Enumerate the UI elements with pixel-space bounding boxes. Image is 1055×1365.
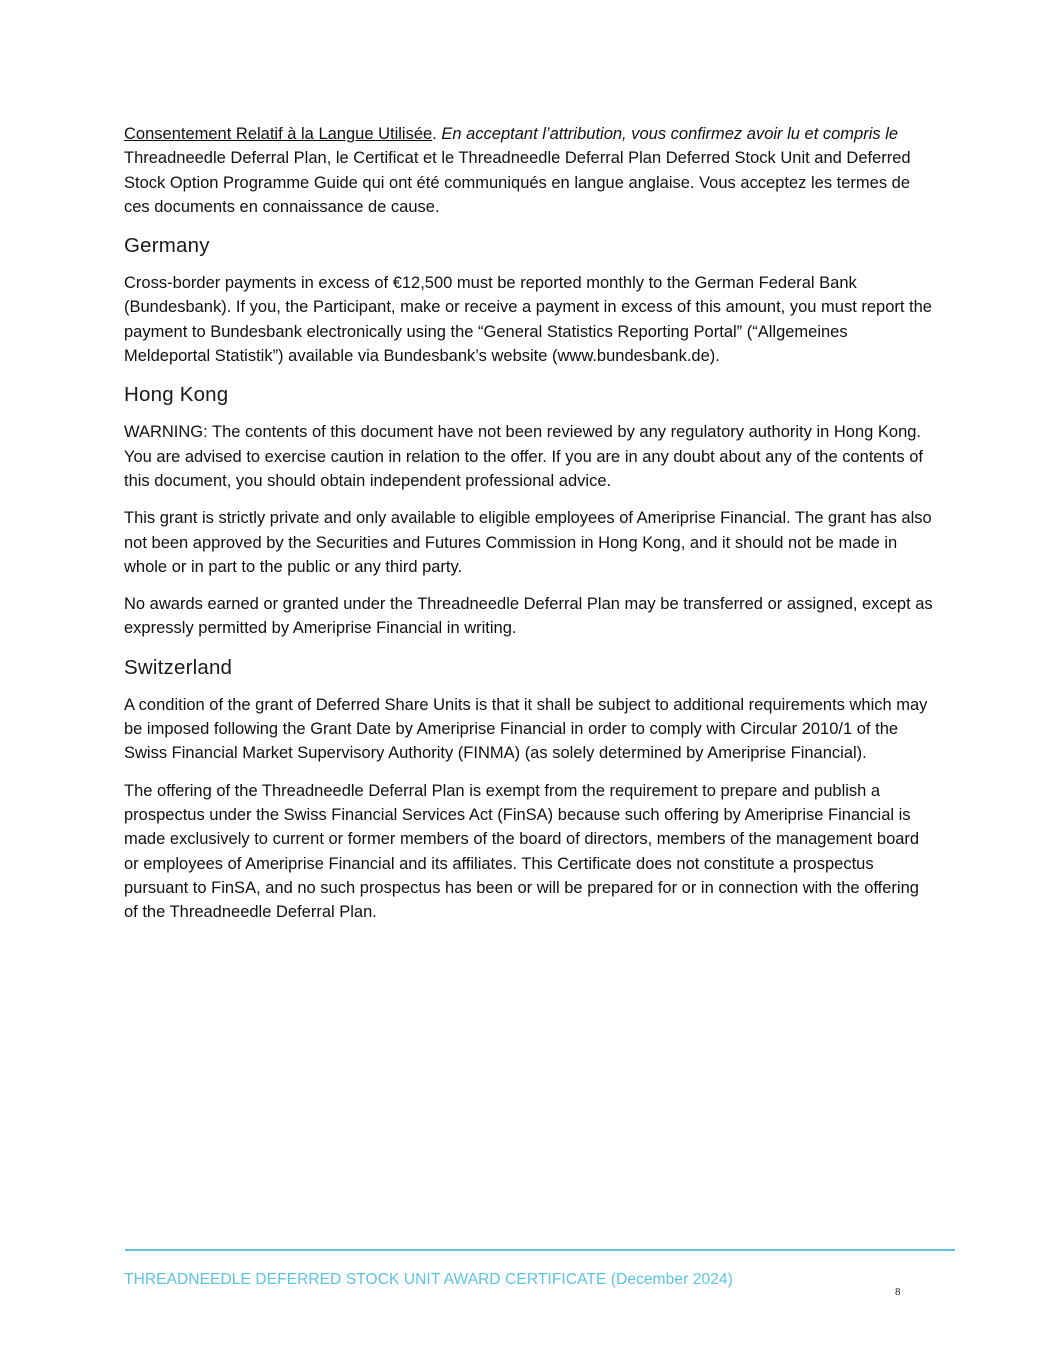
consent-body-text: Threadneedle Deferral Plan, le Certificat et le Threadneedle Deferral Plan Deferred Stock Unit and Deferred Stock Option Programme Guide qui ont été communiqués en langue anglaise. Vous acceptez les termes de ces documents en connaissance de cause. <box>124 149 911 216</box>
hong-kong-warning-paragraph: WARNING: The contents of this document have not been reviewed by any regulatory authority in Hong Kong. You are advised to exercise caution in relation to the offer. If you are in any doubt about any of the contents of this document, you should obtain independent professional advice. <box>124 423 923 490</box>
section-heading-germany: Germany <box>124 234 210 258</box>
footer-divider <box>125 1249 955 1251</box>
document-body <box>124 122 934 937</box>
germany-paragraph: Cross-border payments in excess of €12,500 must be reported monthly to the German Federal Bank (Bundesbank). If you, the Participant, make or receive a payment in excess of this amount, you must report the payment to Bundesbank electronically using the “General Statistics Reporting Portal” (“Allgemeines Meldeportal Statistik”) available via Bundesbank’s website (www.bundesbank.de). <box>124 274 932 366</box>
footer-title: THREADNEEDLE DEFERRED STOCK UNIT AWARD CERTIFICATE (December 2024) <box>124 1271 733 1288</box>
section-heading-hong-kong: Hong Kong <box>124 383 229 407</box>
consent-separator: . <box>432 125 442 143</box>
hong-kong-transfer-paragraph: No awards earned or granted under the Threadneedle Deferral Plan may be transferred or assigned, except as expressly permitted by Ameriprise Financial in writing. <box>124 595 933 638</box>
consent-heading: Consentement Relatif à la Langue Utilisée <box>124 125 433 143</box>
switzerland-condition-paragraph: A condition of the grant of Deferred Share Units is that it shall be subject to additional requirements which may be imposed following the Grant Date by Ameriprise Financial in order to comply with Circular 2010/1 of the Swiss Financial Market Supervisory Authority (FINMA) (as solely determined by Ameriprise Financial). <box>124 695 928 763</box>
hong-kong-private-grant-paragraph: This grant is strictly private and only available to eligible employees of Ameriprise Financial. The grant has also not been approved by the Securities and Futures Commission in Hong Kong, and it should not be made in whole or in part to the public or any third party. <box>124 509 932 576</box>
section-heading-switzerland: Switzerland <box>124 655 233 679</box>
page-number: 8 <box>895 1286 901 1298</box>
switzerland-prospectus-paragraph: The offering of the Threadneedle Deferral Plan is exempt from the requirement to prepare and publish a prospectus under the Swiss Financial Services Act (FinSA) because such offering by Ameriprise Financial is made exclusively to current or former members of the board of directors, members of the management board or employees of Ameriprise Financial and its affiliates. This Certificate does not constitute a prospectus pursuant to FinSA, and no such prospectus has been or will be prepared for or in connection with the offering of the Threadneedle Deferral Plan. <box>124 781 920 922</box>
consent-italic-text: En acceptant l’attribution, vous confirmez avoir lu et compris le <box>441 125 899 143</box>
language-consent-paragraph <box>124 122 934 219</box>
